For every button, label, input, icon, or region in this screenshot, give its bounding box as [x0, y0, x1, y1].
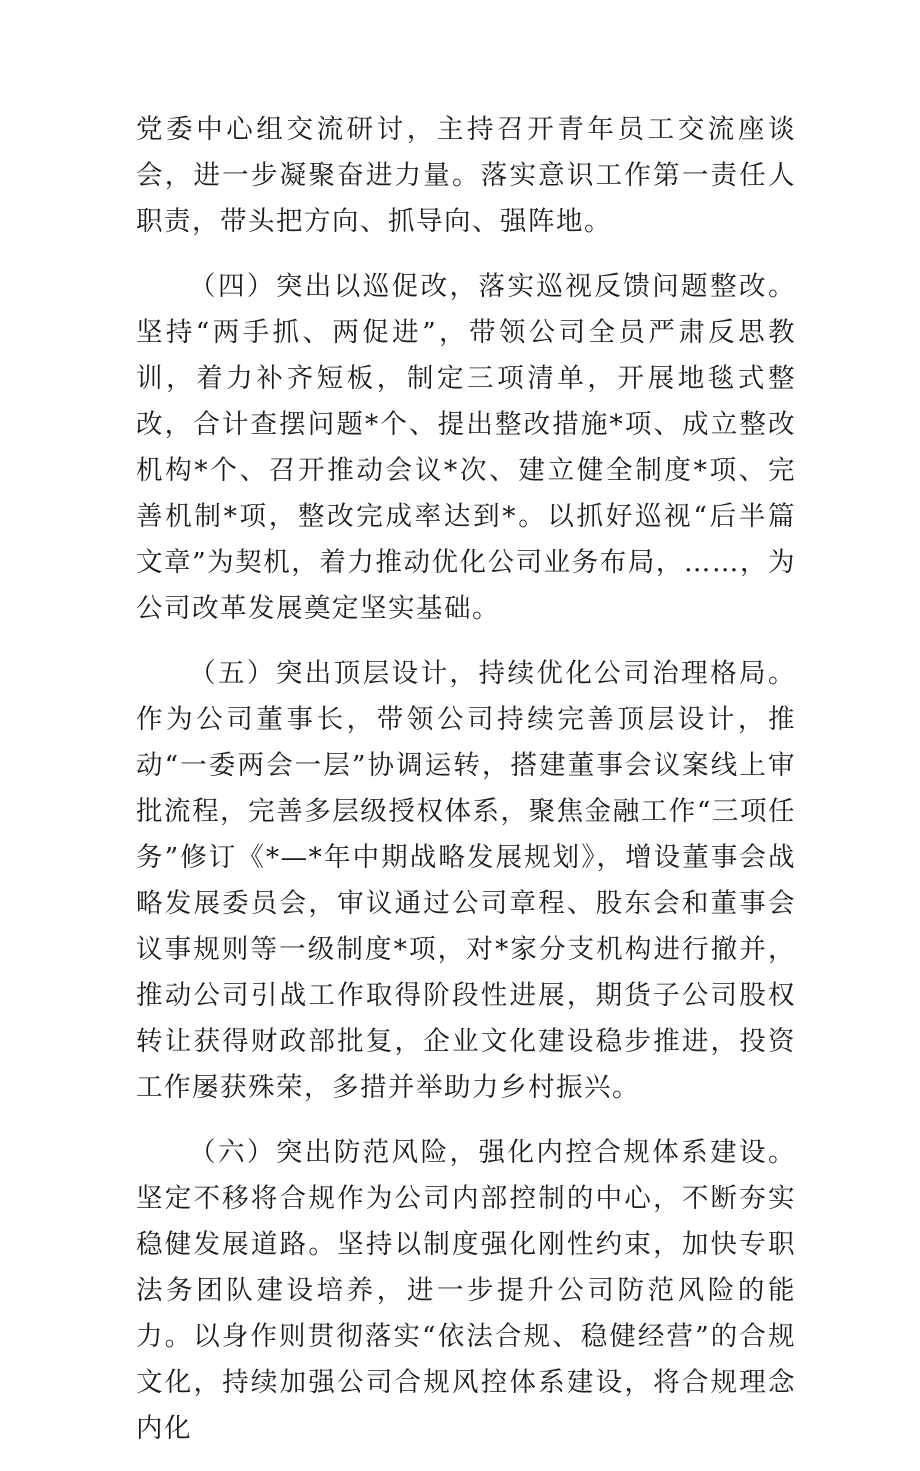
paragraph-continued: 党委中心组交流研讨，主持召开青年员工交流座谈会，进一步凝聚奋进力量。落实意识工作第一责任人职责，带头把方向、抓导向、强阵地。	[136, 114, 796, 237]
paragraph-section-six: （六）突出防范风险，强化内控合规体系建设。坚定不移将合规作为公司内部控制的中心，不断夯实稳健发展道路。坚持以制度强化刚性约束，加快专职法务团队建设培养，进一步提升公司防范风险的能力。以身作则贯彻落实“依法合规、稳健经营”的合规文化，持续加强公司合规风控体系建设，将合规理念内化	[136, 1137, 796, 1444]
document-body	[136, 107, 796, 1471]
paragraph-section-five: （五）突出顶层设计，持续优化公司治理格局。作为公司董事长，带领公司持续完善顶层设计，推动“一委两会一层”协调运转，搭建董事会议案线上审批流程，完善多层级授权体系，聚焦金融工作“三项任务”修订《*—*年中期战略发展规划》，增设董事会战略发展委员会，审议通过公司章程、股东会和董事会议事规则等一级制度*项，对*家分支机构进行撤并，推动公司引战工作取得阶段性进展，期货子公司股权转让获得财政部批复，企业文化建设稳步推进，投资工作屡获殊荣，多措并举助力乡村振兴。	[136, 658, 796, 1103]
paragraph-section-four: （四）突出以巡促改，落实巡视反馈问题整改。坚持“两手抓、两促进”，带领公司全员严肃反思教训，着力补齐短板，制定三项清单，开展地毯式整改，合计查摆问题*个、提出整改措施*项、成立整改机构*个、召开推动会议*次、建立健全制度*项、完善机制*项，整改完成率达到*。以抓好巡视“后半篇文章”为契机，着力推动优化公司业务布局，……，为公司改革发展奠定坚实基础。	[136, 271, 796, 624]
